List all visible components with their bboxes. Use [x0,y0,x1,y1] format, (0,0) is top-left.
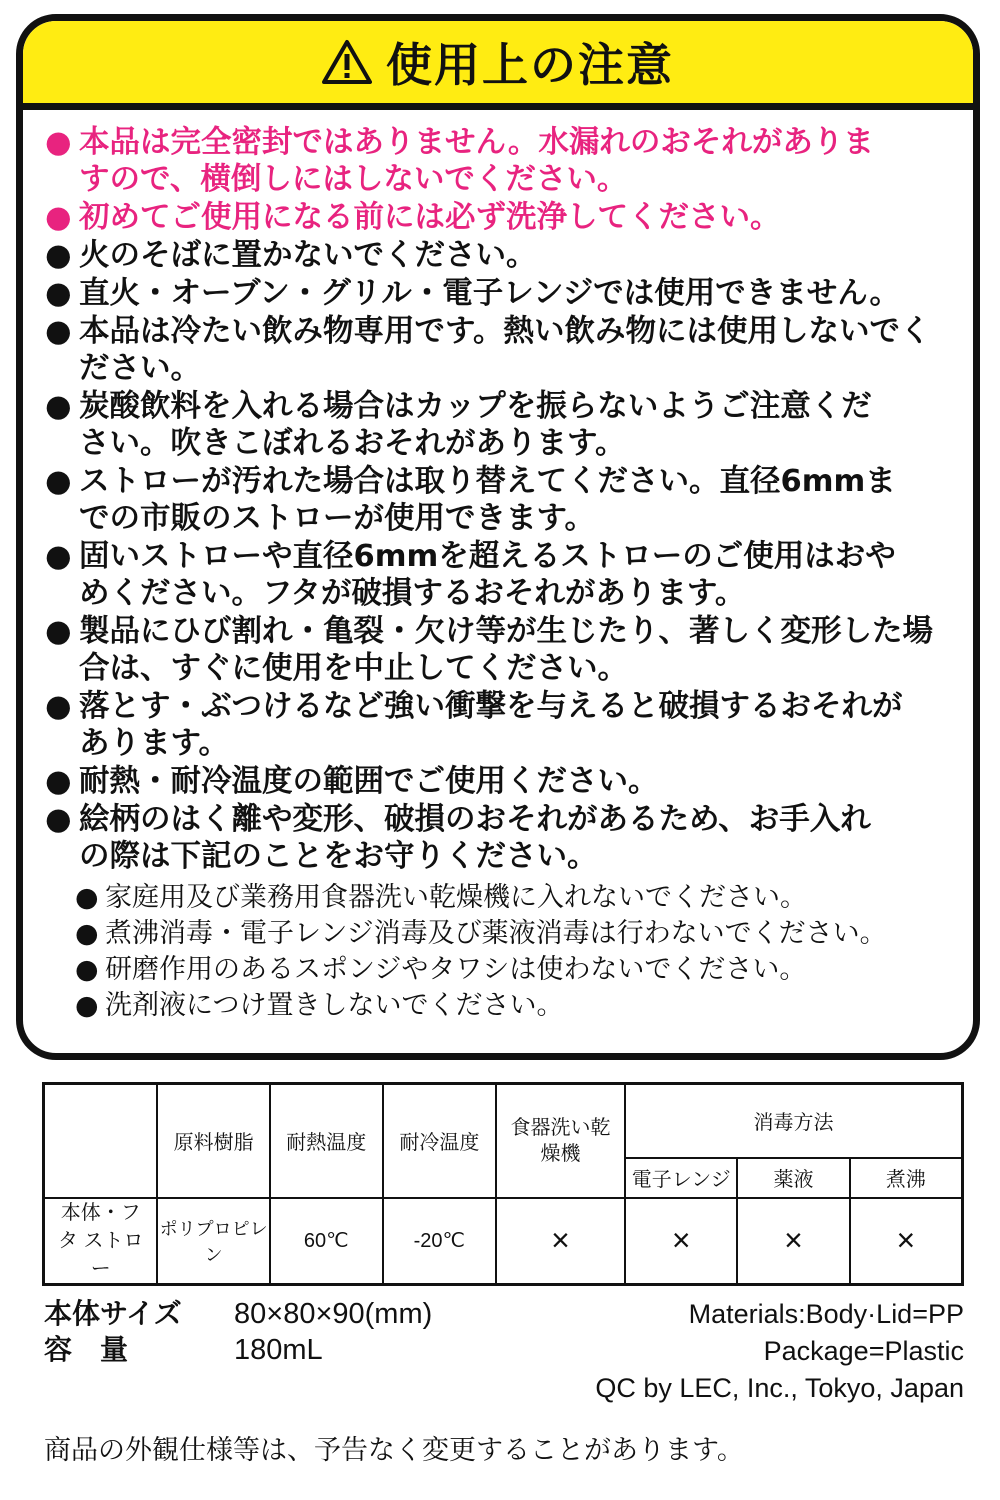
spec-row-dishwasher: × [496,1198,625,1285]
qc-line: QC by LEC, Inc., Tokyo, Japan [595,1373,964,1403]
spec-header-disinfection: 消毒方法 [625,1084,962,1158]
bullet-icon: ● [45,802,72,837]
caution-note-line: 初めてご使用になる前には必ず洗浄してください。 [79,200,781,235]
care-subnote-text: 煮沸消毒・電子レンジ消毒及び薬液消毒は行わないでください。 [105,918,887,949]
bullet-icon: ● [45,238,72,273]
care-subnote-text: 家庭用及び業務用食器洗い乾燥機に入れないでください。 [105,882,807,913]
care-subnote [75,988,973,1024]
caution-note-line: すので、横倒しにはしないでください。 [79,162,628,197]
spec-header-microwave: 電子レンジ [625,1158,737,1198]
capacity-value: 180mL [234,1334,323,1366]
caution-note [45,275,973,312]
caution-panel [16,14,980,1060]
caution-note [45,613,973,687]
spec-row-microwave: × [625,1198,737,1285]
bullet-icon: ● [45,539,72,574]
caution-note-line: 絵柄のはく離や変形、破損のおそれがあるため、お手入れ [79,802,871,837]
bullet-icon: ● [45,689,72,724]
spec-header-cold: 耐冷温度 [383,1084,496,1198]
care-subnote [75,952,973,988]
caution-note-line: の際は下記のことをお守りください。 [79,839,598,874]
bullet-icon: ● [75,882,99,913]
bullet-icon: ● [45,464,72,499]
caution-note [45,538,973,612]
bullet-icon: ● [75,990,99,1021]
bullet-icon: ● [45,276,72,311]
size-label: 本体サイズ [44,1297,182,1330]
spec-row-part: 本体・フタ ストロー [44,1198,158,1285]
caution-note-line: 固いストローや直径6mmを超えるストローのご使用はおや [79,539,896,574]
capacity-row [44,1332,432,1368]
size-block [44,1296,432,1368]
bullet-icon: ● [45,125,72,160]
bullet-icon: ● [45,764,72,799]
caution-note [45,763,973,800]
spec-header-heat: 耐熱温度 [270,1084,383,1198]
caution-note-line: での市販のストローが使用できます。 [79,501,596,536]
bullet-icon: ● [45,314,72,349]
size-value: 80×80×90(mm) [234,1298,433,1330]
materials-line: Materials:Body·Lid=PP [688,1299,964,1329]
capacity-label: 容 量 [44,1333,129,1366]
spec-row-resin: ポリプロピレン [157,1198,269,1285]
caution-note [45,801,973,875]
caution-note [45,199,973,236]
care-subnote [75,916,973,952]
spec-table [42,1082,964,1286]
caution-note [45,237,973,274]
caution-note-line: あります。 [79,726,230,761]
caution-note [45,124,973,198]
caution-notes [23,110,973,875]
bullet-icon: ● [45,200,72,235]
care-subnote-text: 洗剤液につけ置きしないでください。 [105,990,564,1021]
caution-note-line: 火のそばに置かないでください。 [79,238,537,273]
caution-note-line: 製品にひび割れ・亀裂・欠け等が生じたり、著しく変形した場 [79,614,933,649]
spec-header-dishwasher: 食器洗い乾燥機 [496,1084,625,1198]
caution-header [23,21,973,110]
size-row [44,1296,432,1332]
caution-note-line: 炭酸飲料を入れる場合はカップを振らないようご注意くだ [79,389,872,424]
care-subnote [75,880,973,916]
bullet-icon: ● [75,954,99,985]
package-line: Package=Plastic [763,1336,964,1366]
caution-title: 使用上の注意 [386,38,674,92]
spec-row-chemical: × [737,1198,849,1285]
caution-note-line: 本品は冷たい飲み物専用です。熱い飲み物には使用しないでく [79,314,931,349]
care-subnote-text: 研磨作用のあるスポンジやタワシは使わないでください。 [105,954,807,985]
caution-note-line: さい。吹きこぼれるおそれがあります。 [79,426,626,461]
caution-note [45,463,973,537]
care-subnotes [23,876,973,1024]
footer-note: 商品の外観仕様等は、予告なく変更することがあります。 [44,1435,744,1466]
spec-row-cold: -20℃ [383,1198,496,1285]
caution-note-line: 耐熱・耐冷温度の範囲でご使用ください。 [79,764,659,799]
caution-note-line: めください。フタが破損するおそれがあります。 [79,576,746,611]
caution-note-line: ストローが汚れた場合は取り替えてください。直径6mmま [79,464,896,499]
spec-row-heat: 60℃ [270,1198,383,1285]
caution-note [45,688,973,762]
caution-note-line: 落とす・ぶつけるなど強い衝撃を与えると破損するおそれが [79,689,903,724]
caution-note-line: 合は、すぐに使用を中止してください。 [79,651,628,686]
warning-icon [322,39,372,85]
bullet-icon: ● [45,389,72,424]
caution-note [45,388,973,462]
caution-note [45,313,973,387]
caution-note-line: 本品は完全密封ではありません。水漏れのおそれがありま [79,125,874,160]
spec-header-chemical: 薬液 [737,1158,849,1198]
spec-header-boiling: 煮沸 [850,1158,963,1198]
spec-header-resin: 原料樹脂 [157,1084,269,1198]
spec-row-boiling: × [850,1198,963,1285]
bullet-icon: ● [75,918,99,949]
caution-note-line: 直火・オーブン・グリル・電子レンジでは使用できません。 [79,276,901,311]
spec-header-blank [44,1084,158,1198]
caution-note-line: ださい。 [79,351,201,386]
materials-block [595,1296,964,1407]
bullet-icon: ● [45,614,72,649]
